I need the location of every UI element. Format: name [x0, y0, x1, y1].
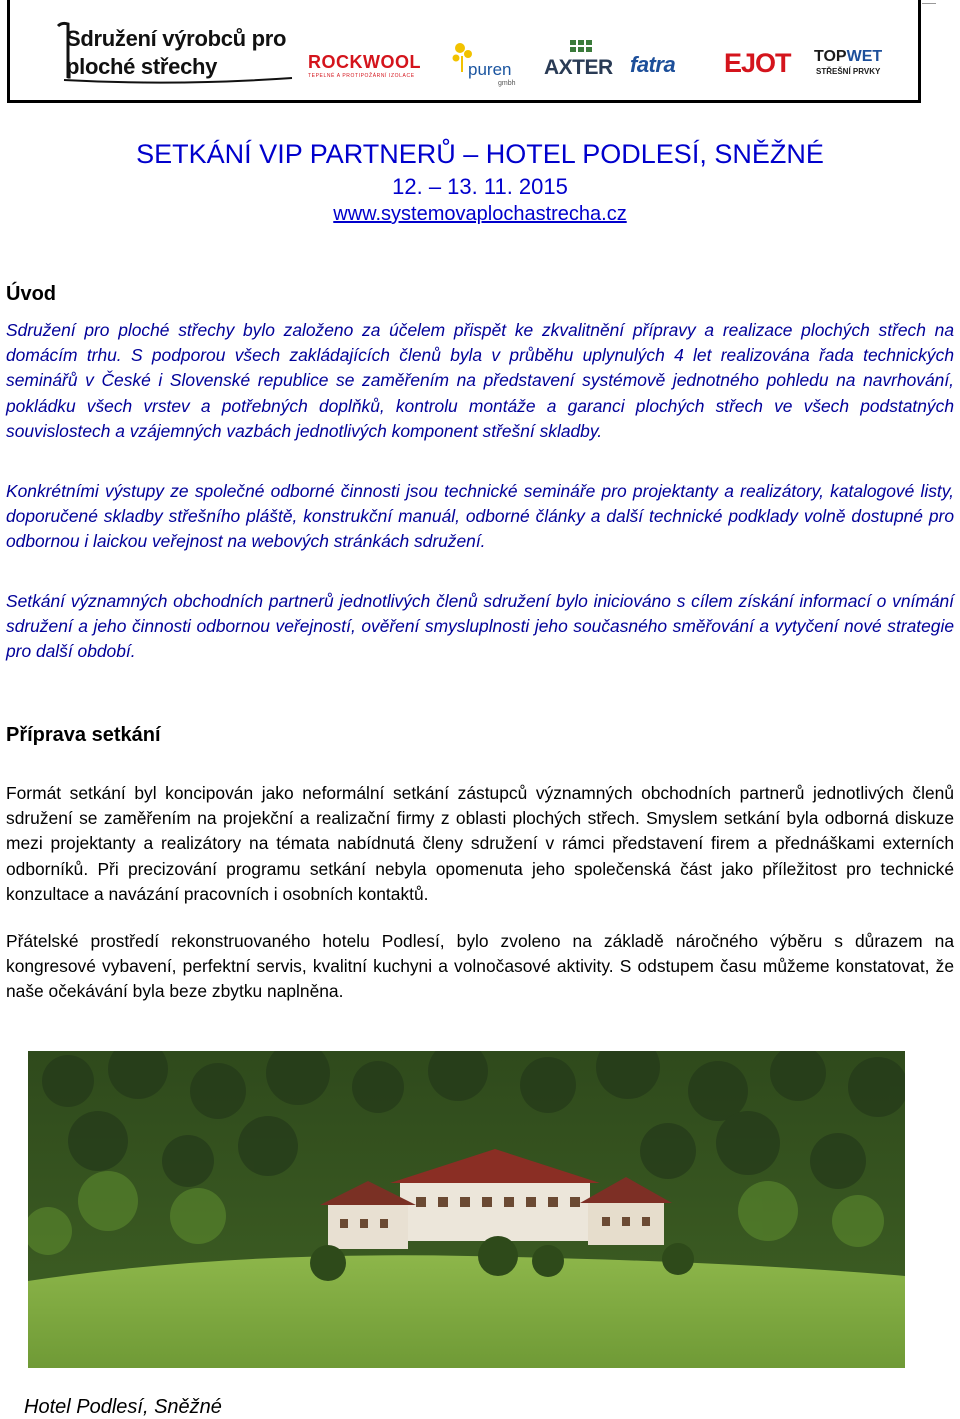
- rockwool-logo: [308, 52, 420, 78]
- website-link[interactable]: www.systemovaplochastrecha.cz: [333, 203, 627, 225]
- association-logo-line-1: Sdružení výrobců pro: [66, 26, 287, 51]
- website-link-container: [0, 202, 960, 226]
- axter-logo: [544, 40, 622, 80]
- rockwool-logo-name: ROCKWOOL: [308, 52, 421, 72]
- association-logo: [56, 18, 296, 84]
- hotel-photo: [28, 1051, 905, 1368]
- hotel-landscape-image: [28, 1051, 905, 1368]
- ejot-logo: [724, 48, 791, 79]
- fatra-logo: [630, 52, 675, 78]
- intro-paragraph-3: Setkání významných obchodních partnerů jednotlivých členů sdružení bylo iniciováno s cílem získání informací o vnímání sdružení a jeho činnosti odbornou veřejností, ověření smysluplnosti jeho současného směřování a vytyčení nové strategie pro další období.: [6, 591, 954, 662]
- document-date: 12. – 13. 11. 2015: [392, 174, 568, 199]
- ejot-logo-name: EJOT: [724, 48, 791, 78]
- intro-heading: Úvod: [6, 283, 56, 305]
- puren-logo-name: puren: [468, 60, 512, 79]
- document-title: SETKÁNÍ VIP PARTNERŮ – HOTEL PODLESÍ, SNĚŽNÉ: [136, 139, 824, 169]
- intro-paragraph-2: Konkrétními výstupy ze společné odborné činnosti jsou technické semináře pro projektanty a realizátory, katalogové listy, doporučené skladby střešního pláště, konstrukční manuál, odborné články a další technické podklady volně dostupné pro odbornou i laickou veřejnost na webových stránkách sdružení.: [6, 481, 954, 552]
- header-corner-line: [922, 3, 936, 4]
- preparation-paragraph-2: Přátelské prostředí rekonstruovaného hotelu Podlesí, bylo zvoleno na základě náročného výběru s důrazem na kongresové vybavení, perfektní servis, kvalitní kuchyni a volnočasové aktivity. S odstupem času můžeme konstatovat, že naše očekávání byla beze zbytku naplněna.: [6, 931, 954, 1002]
- topwet-logo-wet: WET: [846, 48, 883, 65]
- topwet-logo-name: [814, 48, 882, 66]
- photo-caption: Hotel Podlesí, Sněžné: [24, 1396, 222, 1418]
- axter-logo-name: AXTER: [544, 56, 613, 79]
- preparation-paragraph-1: Formát setkání byl koncipován jako neformální setkání zástupců významných obchodních partnerů jednotlivých členů sdružení se zaměřením na projekční a realizační firmy z oblasti plochých střech. Smyslem setkání byla odborná diskuze mezi projektanty a realizátory na témata nabídnutá členy sdružení v rámci představení firem a přednáškami externích odborníků. Při precizování programu setkání nebyla opomenuta jeho společenská část jako příležitost pro technické konzultace a navázání pracovních i osobních kontaktů.: [6, 783, 954, 904]
- intro-paragraph-1: Sdružení pro ploché střechy bylo založeno za účelem přispět ke zkvalitnění přípravy a realizace plochých střech na domácím trhu. S podporou všech zakládajících členů byla v průběhu uplynulých 4 let realizována řada technických seminářů v České i Slovenské republice se zaměřením na představení systémově jednotného pohledu na navrhování, pokládku všech vrstev a potřebných doplňků, kontrolu montáže a garanci plochých střech ve všech podstatných souvislostech a vzájemných vazbách jednotlivých komponent střešní skladby.: [6, 320, 954, 441]
- preparation-heading: Příprava setkání: [6, 724, 161, 746]
- fatra-logo-name: fatra: [630, 52, 676, 77]
- topwet-logo: [814, 48, 900, 82]
- puren-logo-sub: gmbh: [498, 80, 516, 87]
- topwet-logo-top: TOP: [814, 48, 847, 65]
- topwet-logo-tagline: STŘEŠNÍ PRVKY: [816, 67, 881, 76]
- association-logo-line-2: ploché střechy: [66, 54, 218, 79]
- puren-logo: [446, 38, 530, 90]
- rockwool-logo-tagline: TEPELNÉ A PROTIPOŽÁRNÍ IZOLACE: [308, 73, 415, 79]
